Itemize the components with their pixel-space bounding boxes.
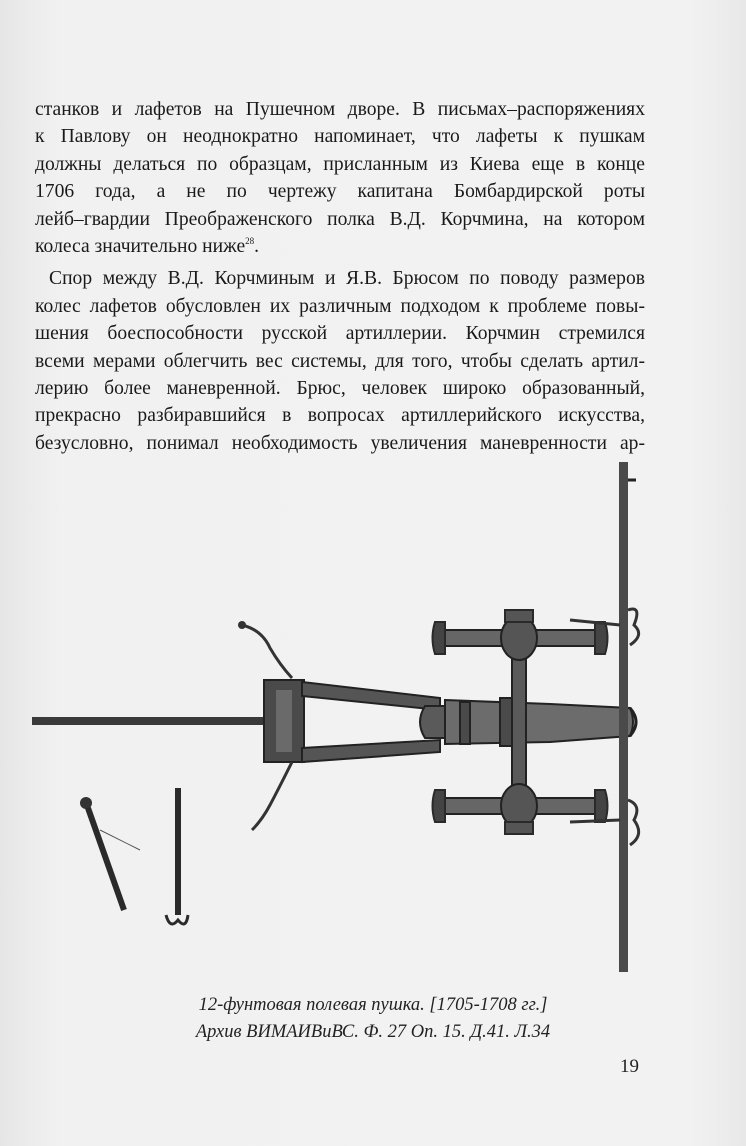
- paragraph-1: [35, 96, 645, 260]
- text-line: должны делаться по образцам, присланным из Киева еще в конце: [35, 153, 645, 175]
- caption-line-1: 12-фунтовая полевая пушка. [1705-1708 гг.]: [198, 995, 548, 1015]
- text-line: всеми мерами облегчить вес системы, для того, чтобы сделать артил-: [35, 350, 645, 372]
- chain-top: [242, 625, 292, 678]
- text-line: лерию более маневренной. Брюс, человек широко образованный,: [35, 377, 645, 399]
- text-line: станков и лафетов на Пушечном дворе. В письмах–распоряжениях: [35, 99, 645, 120]
- text-line: шения боеспособности русской артиллерии. Корчмин стремился: [35, 323, 645, 345]
- text-line: к Павлову он неоднократно напоминает, что лафеты к пушкам: [35, 126, 645, 148]
- cannon-barrel: [445, 700, 633, 744]
- text-line: 1706 года, а не по чертежу капитана Бомбардирской роты: [35, 181, 645, 203]
- chain-bottom: [252, 762, 292, 830]
- handspike-tool: [166, 788, 188, 924]
- text-line: прекрасно разбиравшийся в вопросах артиллерийского искусства,: [35, 405, 645, 427]
- tow-pole: [32, 717, 272, 725]
- page-number: 19: [620, 1056, 639, 1077]
- rammer-staff: [619, 462, 628, 972]
- text-line: лейб–гвардии Преображенского полка В.Д. Корчмина, на котором: [35, 208, 645, 230]
- text-line: безусловно, понимал необходимость увеличения маневренности ар-: [35, 432, 645, 454]
- ladle-tool: [80, 797, 140, 910]
- text-line: Спор между В.Д. Корчминым и Я.В. Брюсом по поводу размеров: [49, 268, 645, 290]
- figure-caption: [0, 992, 746, 1046]
- end-punct: .: [254, 235, 260, 257]
- body-text: [35, 96, 645, 457]
- trail-cheek-top: [302, 682, 440, 710]
- text-line: колес лафетов обусловлен их различным подходом к проблеме повы-: [35, 295, 645, 317]
- footnote-ref: 28: [245, 235, 255, 246]
- paragraph-2: [35, 265, 645, 457]
- text-line-last: [35, 233, 645, 260]
- caption-line-2: Архив ВИМАИВиВС. Ф. 27 Оп. 15. Д.41. Л.34: [195, 1022, 551, 1042]
- text-fragment: колеса значительно ниже: [35, 235, 246, 257]
- trail-cheek-bottom: [302, 740, 440, 762]
- cannon-drawing: [30, 460, 670, 980]
- wheel-top: [433, 610, 608, 660]
- wheel-bottom: [433, 784, 608, 834]
